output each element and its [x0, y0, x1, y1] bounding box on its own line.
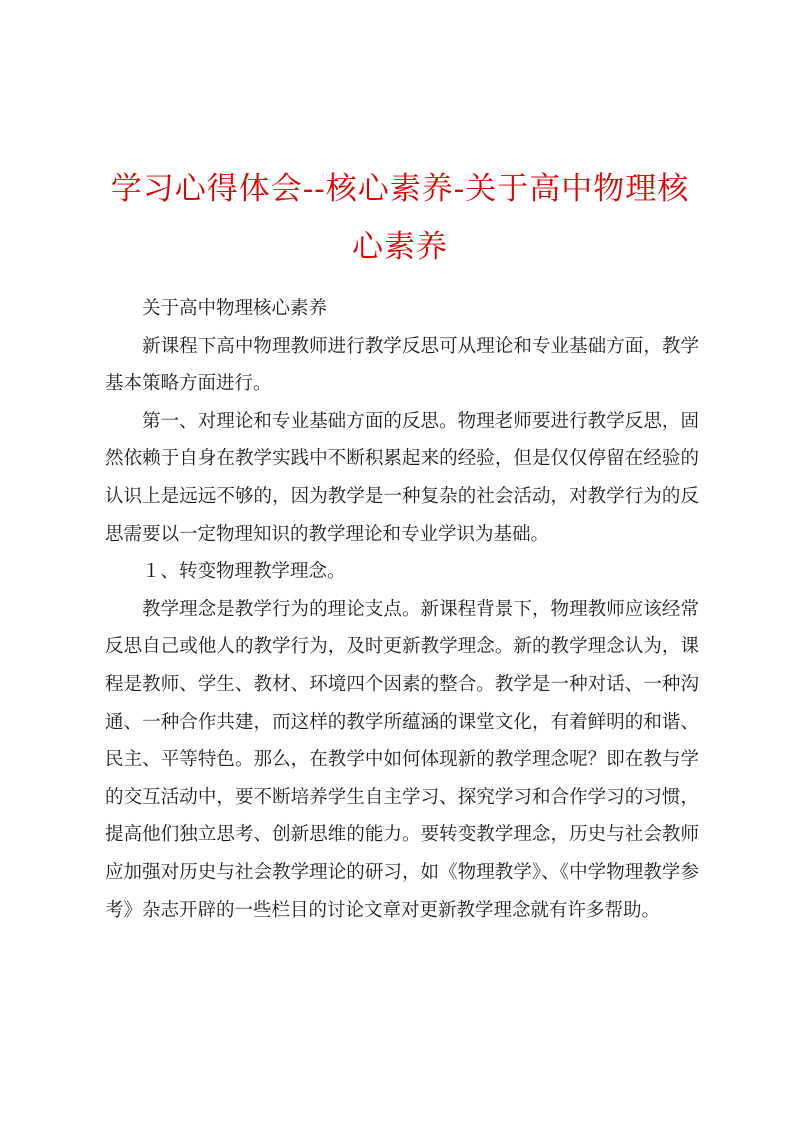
paragraph-teaching-concept: 教学理念是教学行为的理论支点。新课程背景下，物理教师应该经常反思自己或他人的教学行为，及时更新教学理念。新的教学理念认为，课程是教师、学生、教材、环境四个因素的整合。教学是一种对话、一种沟通、一种合作共建，而这样的教学所蕴涵的课堂文化，有着鲜明的和谐、民主、平等特色。那么，在教学中如何体现新的教学理念呢？即在教与学的交互活动中，要不断培养学生自主学习、探究学习和合作学习的习惯，提高他们独立思考、创新思维的能力。要转变教学理念，历史与社会教师应加强对历史与社会教学理论的研习，如《物理教学》、《中学物理教学参考》杂志开辟的一些栏目的讨论文章对更新教学理念就有许多帮助。 [105, 598, 699, 921]
paragraph-subtitle: 关于高中物理核心素养 [142, 298, 328, 319]
paragraph-section-one: 第一、对理论和专业基础方面的反思。物理老师要进行教学反思，固然依赖于自身在教学实践中不断积累起来的经验，但是仅仅停留在经验的认识上是远远不够的，因为教学是一种复杂的社会活动，对教学行为的反思需要以一定物理知识的教学理论和专业学识为基础。 [105, 410, 699, 545]
document-title: 学习心得体会--核心素养-关于高中物理核心素养 [110, 171, 690, 265]
paragraph-item-heading: １、转变物理教学理念。 [142, 561, 346, 583]
document-body [105, 290, 699, 929]
paragraph-intro: 新课程下高中物理教师进行教学反思可从理论和专业基础方面，教学基本策略方面进行。 [105, 335, 699, 395]
